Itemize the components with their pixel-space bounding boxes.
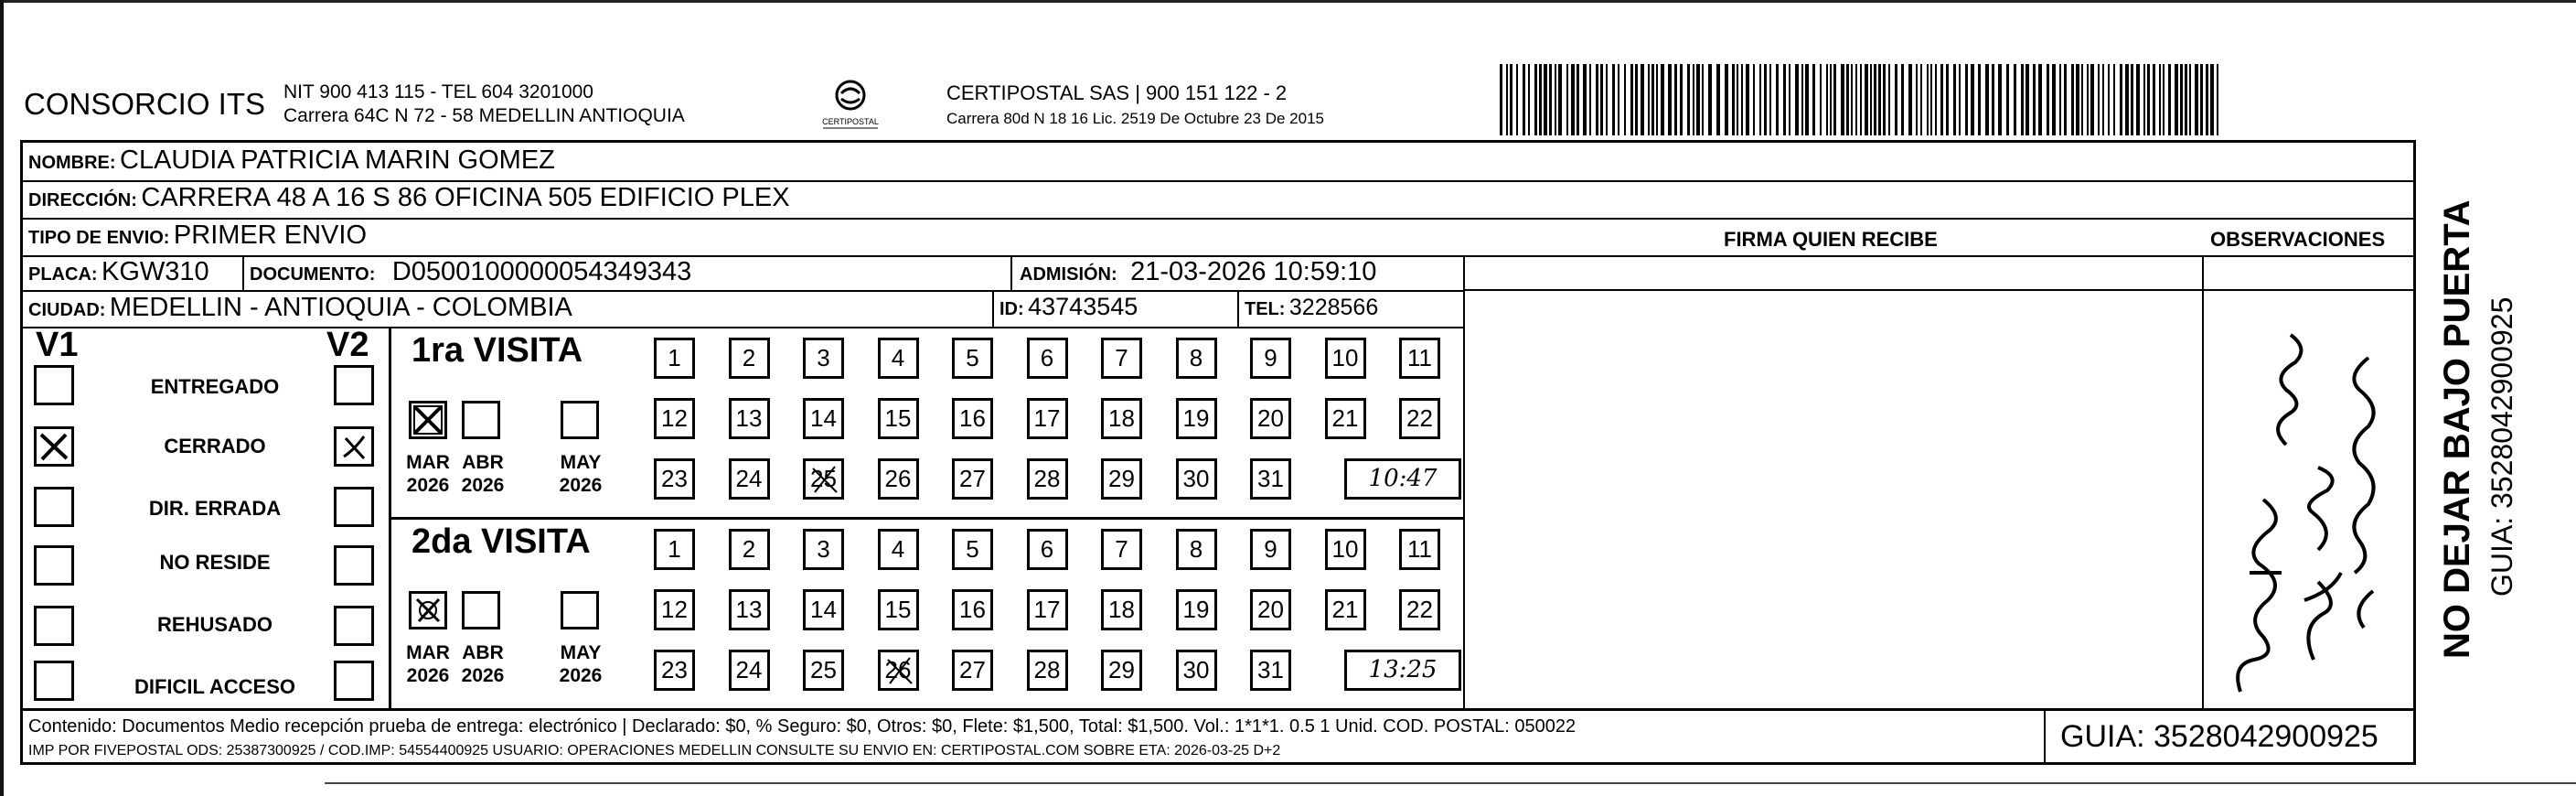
- observaciones-header: OBSERVACIONES: [2210, 228, 2386, 251]
- scan-edge-top: [0, 0, 2576, 3]
- row-divider: [23, 327, 1463, 328]
- logo-caption: CERTIPOSTAL: [822, 117, 879, 126]
- side-warning: NO DEJAR BAJO PUERTA: [2437, 199, 2477, 659]
- day-box[interactable]: 13: [729, 589, 770, 630]
- day-box[interactable]: 17: [1027, 589, 1068, 630]
- day-box[interactable]: 15: [878, 589, 919, 630]
- id-cell: [999, 293, 1138, 321]
- day-box[interactable]: 2: [729, 338, 770, 379]
- day-box[interactable]: 7: [1101, 338, 1142, 379]
- imp-text: IMP POR FIVEPOSTAL ODS: 25387300925 / COD.IMP: 54554400925 USUARIO: OPERACIONES MEDELLIN CONSULTE SU ENVIO EN: CERTIPOSTAL.COM SOBRE ETA: 2026-03-25 D+2: [28, 743, 1281, 758]
- ciudad-cell: [28, 293, 572, 323]
- v1-checkbox-checked[interactable]: [34, 426, 74, 467]
- v2-checkbox[interactable]: [334, 606, 374, 646]
- placa-value: KGW310: [102, 257, 209, 286]
- admision-value: 21-03-2026 10:59:10: [1130, 257, 1377, 286]
- day-box[interactable]: 5: [952, 529, 993, 570]
- status-label: CERRADO: [164, 435, 266, 457]
- second-visit-month-checkbox[interactable]: [561, 591, 599, 629]
- tipo-label: TIPO DE ENVIO:: [28, 228, 170, 248]
- day-box[interactable]: 22: [1399, 398, 1440, 439]
- handwritten-x-mark: [412, 403, 444, 436]
- day-box[interactable]: 27: [952, 458, 993, 500]
- day-box[interactable]: 31: [1250, 458, 1291, 500]
- handwritten-time-box: 13:25: [1344, 650, 1461, 691]
- day-box[interactable]: 6: [1027, 338, 1068, 379]
- first-visit-month-checkbox[interactable]: [561, 401, 599, 439]
- day-box[interactable]: 29: [1101, 650, 1142, 691]
- day-box[interactable]: 14: [803, 398, 844, 439]
- nombre-row: [28, 145, 555, 176]
- second-visit-month-checkbox[interactable]: [462, 591, 500, 629]
- day-box[interactable]: 23: [654, 458, 695, 500]
- handwritten-day-mark: [881, 652, 917, 689]
- second-visit-month-checkbox-checked[interactable]: [409, 591, 447, 629]
- documento-cell: [250, 257, 691, 287]
- day-box[interactable]: 4: [878, 338, 919, 379]
- day-box[interactable]: 1: [654, 529, 695, 570]
- day-box[interactable]: 19: [1176, 589, 1217, 630]
- day-box[interactable]: 10: [1325, 529, 1366, 570]
- tipo-row: [28, 221, 367, 251]
- company-info: [283, 81, 685, 128]
- day-box[interactable]: 21: [1325, 589, 1366, 630]
- placa-label: PLACA:: [28, 264, 98, 285]
- id-label: ID:: [999, 299, 1024, 319]
- day-box[interactable]: 29: [1101, 458, 1142, 500]
- day-box[interactable]: 5: [952, 338, 993, 379]
- row-divider: [23, 218, 2413, 220]
- handwritten-observation-note: [2213, 298, 2396, 701]
- day-box[interactable]: 8: [1176, 338, 1217, 379]
- direccion-value: CARRERA 48 A 16 S 86 OFICINA 505 EDIFICIO PLEX: [141, 183, 790, 212]
- day-box[interactable]: 4: [878, 529, 919, 570]
- v2-checkbox[interactable]: [334, 661, 374, 701]
- day-box[interactable]: 20: [1250, 398, 1291, 439]
- day-box[interactable]: 6: [1027, 529, 1068, 570]
- day-box[interactable]: 28: [1027, 650, 1068, 691]
- day-box[interactable]: 28: [1027, 458, 1068, 500]
- visit-column-divider: [389, 327, 391, 708]
- handwritten-x-mark: [37, 429, 71, 464]
- day-box[interactable]: 1: [654, 338, 695, 379]
- month-label: MAY 2026: [559, 642, 603, 686]
- day-box[interactable]: 24: [729, 650, 770, 691]
- day-box[interactable]: 31: [1250, 650, 1291, 691]
- day-box[interactable]: 19: [1176, 398, 1217, 439]
- day-box[interactable]: 2: [729, 529, 770, 570]
- status-label: DIR. ERRADA: [148, 497, 282, 520]
- day-box[interactable]: 21: [1325, 398, 1366, 439]
- day-box[interactable]: 18: [1101, 398, 1142, 439]
- row-divider: [23, 180, 2413, 182]
- company-name: CONSORCIO ITS: [24, 87, 266, 121]
- day-box[interactable]: 17: [1027, 398, 1068, 439]
- status-label: DIFICIL ACCESO: [134, 675, 295, 698]
- first-visit-title: 1ra VISITA: [412, 331, 583, 370]
- column-divider: [1463, 255, 1465, 708]
- day-box[interactable]: 11: [1399, 529, 1440, 570]
- tipo-value: PRIMER ENVIO: [173, 221, 368, 250]
- v2-checkbox[interactable]: [334, 365, 374, 405]
- handwritten-x-mark: [337, 429, 371, 464]
- scan-edge-bottom: [325, 782, 2576, 784]
- day-box[interactable]: 3: [803, 338, 844, 379]
- v2-checkbox[interactable]: [334, 545, 374, 586]
- day-box[interactable]: 11: [1399, 338, 1440, 379]
- day-box[interactable]: 25: [803, 458, 844, 500]
- row-divider: [23, 290, 1463, 292]
- v1-checkbox[interactable]: [34, 661, 74, 701]
- day-box[interactable]: 18: [1101, 589, 1142, 630]
- id-value: 43743545: [1028, 293, 1138, 320]
- contenido-text: Contenido: Documentos Medio recepción prueba de entrega: electrónico | Declarado: $0, % Seguro: $0, Otros: $0, Flete: $1,500, Total: $1,500. Vol.: 1*1*1. 0.5 1 Unid. COD. POSTAL: 050022: [28, 716, 1577, 737]
- company-address: Carrera 64C N 72 - 58 MEDELLIN ANTIOQUIA: [283, 105, 685, 126]
- month-label: MAR 2026: [406, 452, 450, 496]
- scan-edge-left: [0, 0, 4, 796]
- v1-checkbox[interactable]: [34, 365, 74, 405]
- month-label: MAY 2026: [559, 452, 603, 496]
- status-label: REHUSADO: [157, 613, 273, 636]
- handwritten-time-box: 10:47: [1344, 458, 1461, 500]
- month-label: ABR 2026: [461, 452, 505, 496]
- v2-header: V2: [326, 326, 369, 364]
- day-box[interactable]: 30: [1176, 458, 1217, 500]
- handwritten-x-mark: [412, 594, 444, 627]
- day-box[interactable]: 30: [1176, 650, 1217, 691]
- admision-cell: [1020, 257, 1376, 287]
- admision-label: ADMISIÓN:: [1020, 264, 1117, 285]
- tel-label: TEL:: [1245, 299, 1286, 319]
- day-box[interactable]: 20: [1250, 589, 1291, 630]
- day-box[interactable]: 24: [729, 458, 770, 500]
- handwritten-day-mark: [806, 461, 842, 498]
- day-box[interactable]: 12: [654, 398, 695, 439]
- status-label: ENTREGADO: [150, 375, 280, 398]
- guide-form: [20, 140, 2416, 765]
- day-box[interactable]: 3: [803, 529, 844, 570]
- documento-value: D0500100000054349343: [391, 257, 692, 286]
- column-divider: [2202, 255, 2204, 708]
- tel-cell: [1245, 295, 1378, 321]
- month-label: MAR 2026: [406, 642, 450, 686]
- tel-value: 3228566: [1288, 295, 1379, 320]
- day-box[interactable]: 16: [952, 398, 993, 439]
- day-box[interactable]: 23: [654, 650, 695, 691]
- day-box[interactable]: 15: [878, 398, 919, 439]
- v2-checkbox[interactable]: [334, 487, 374, 527]
- day-box[interactable]: 13: [729, 398, 770, 439]
- day-box[interactable]: 22: [1399, 589, 1440, 630]
- status-label: NO RESIDE: [159, 551, 271, 574]
- v1-checkbox[interactable]: [34, 606, 74, 646]
- documento-label: DOCUMENTO:: [250, 264, 376, 285]
- day-box[interactable]: 27: [952, 650, 993, 691]
- day-box[interactable]: 9: [1250, 338, 1291, 379]
- side-guia: GUIA: 3528042900925: [2485, 296, 2518, 597]
- v1-header: V1: [36, 326, 79, 364]
- v1-checkbox[interactable]: [34, 545, 74, 586]
- certipostal-line: CERTIPOSTAL SAS | 900 151 122 - 2: [946, 81, 1288, 104]
- barcode: [1500, 64, 2229, 135]
- day-box[interactable]: 9: [1250, 529, 1291, 570]
- nombre-label: NOMBRE:: [28, 153, 116, 173]
- direccion-row: [28, 183, 790, 213]
- second-visit-title: 2da VISITA: [412, 522, 591, 561]
- day-box[interactable]: 14: [803, 589, 844, 630]
- direccion-label: DIRECCIÓN:: [28, 190, 137, 210]
- certipostal-license: Carrera 80d N 18 16 Lic. 2519 De Octubre 23 De 2015: [946, 110, 1324, 127]
- day-box[interactable]: 10: [1325, 338, 1366, 379]
- column-divider: [2413, 218, 2416, 765]
- day-box[interactable]: 25: [803, 650, 844, 691]
- month-label: ABR 2026: [461, 642, 505, 686]
- footer-divider: [23, 708, 2413, 711]
- placa-cell: [28, 257, 209, 287]
- v2-checkbox-checked[interactable]: [334, 426, 374, 467]
- v1-checkbox[interactable]: [34, 487, 74, 527]
- nit-line: NIT 900 413 115 - TEL 604 3201000: [283, 81, 593, 102]
- visit-divider: [389, 517, 1463, 520]
- nombre-value: CLAUDIA PATRICIA MARIN GOMEZ: [120, 145, 555, 175]
- day-box[interactable]: 7: [1101, 529, 1142, 570]
- day-box[interactable]: 12: [654, 589, 695, 630]
- ciudad-label: CIUDAD:: [28, 300, 106, 320]
- certipostal-info: [946, 81, 1324, 132]
- ciudad-value: MEDELLIN - ANTIOQUIA - COLOMBIA: [109, 293, 572, 322]
- guia-footer: GUIA: 3528042900925: [2060, 719, 2378, 754]
- first-visit-month-checkbox[interactable]: [462, 401, 500, 439]
- firma-header: FIRMA QUIEN RECIBE: [1724, 228, 1938, 251]
- day-box[interactable]: 26: [878, 458, 919, 500]
- day-box[interactable]: 16: [952, 589, 993, 630]
- first-visit-month-checkbox-checked[interactable]: [409, 401, 447, 439]
- certipostal-logo-icon: [805, 77, 896, 132]
- day-box[interactable]: 8: [1176, 529, 1217, 570]
- day-box[interactable]: 26: [878, 650, 919, 691]
